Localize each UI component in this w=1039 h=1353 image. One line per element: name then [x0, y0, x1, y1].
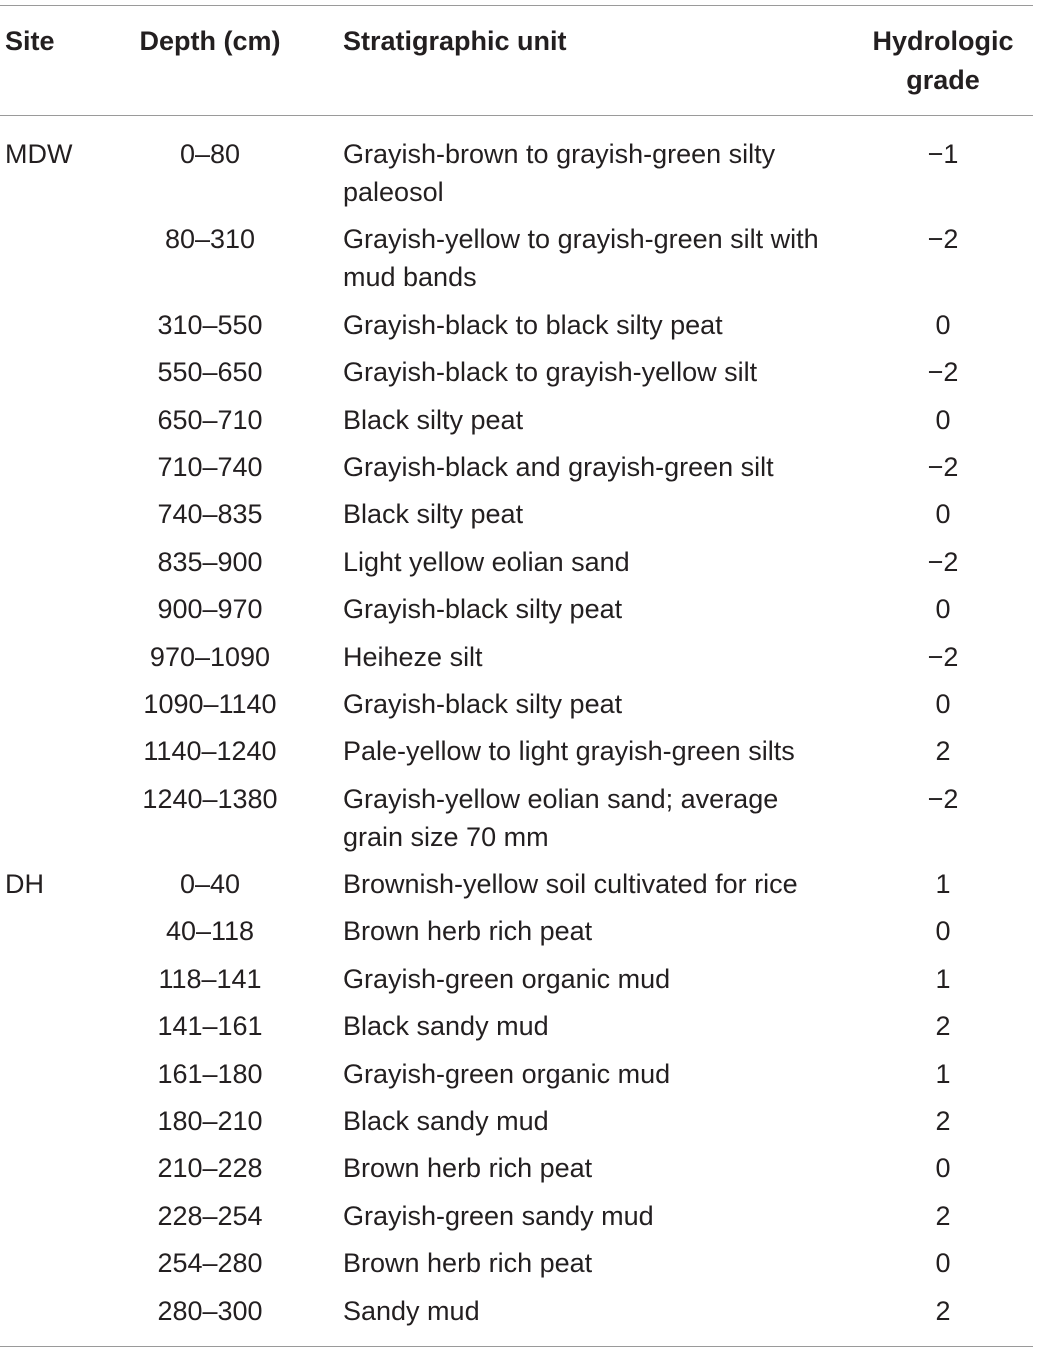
- depth-cell: 740–835: [157, 499, 263, 530]
- table-row: [0, 401, 1033, 448]
- depth-cell: 161–180: [157, 1058, 263, 1089]
- depth-cell: 1090–1140: [143, 688, 277, 719]
- site-cell: [0, 1007, 110, 1054]
- site-cell: MDW: [5, 139, 73, 169]
- stratigraphic-unit-cell: Black sandy mud: [343, 1011, 549, 1042]
- stratigraphic-unit-cell: Black silty peat: [343, 499, 524, 530]
- header-hydrologic-grade: [843, 6, 1033, 119]
- hydrologic-grade-cell: 0: [935, 688, 951, 719]
- hydrologic-grade-cell: −2: [927, 641, 959, 672]
- site-cell: [0, 543, 110, 590]
- stratigraphic-unit-cell: Grayish-black and grayish-green silt: [343, 451, 774, 482]
- depth-cell: 40–118: [165, 916, 255, 947]
- site-cell: [0, 1197, 110, 1244]
- site-cell: [0, 220, 110, 305]
- hydrologic-grade-cell: 2: [935, 1200, 951, 1231]
- hydrologic-grade-cell: −2: [927, 357, 959, 388]
- table-row: [0, 780, 1033, 865]
- table-row: [0, 1102, 1033, 1149]
- site-cell: [0, 685, 110, 732]
- stratigraphic-unit-cell: Grayish-yellow eolian sand; average grain size 70 mm: [343, 783, 779, 852]
- depth-cell: 118–141: [158, 963, 262, 994]
- depth-cell: 550–650: [157, 357, 263, 388]
- site-cell: [0, 1102, 110, 1149]
- depth-cell: 710–740: [157, 451, 263, 482]
- table-row: [0, 448, 1033, 495]
- hydrologic-grade-cell: 0: [935, 404, 951, 435]
- depth-cell: 228–254: [157, 1200, 263, 1231]
- hydrologic-grade-cell: 0: [935, 916, 951, 947]
- hydrologic-grade-cell: 2: [935, 736, 951, 767]
- site-cell: [0, 780, 110, 865]
- table-row: [0, 1197, 1033, 1244]
- hydrologic-grade-cell: 2: [935, 1295, 951, 1326]
- table-body: [0, 119, 1033, 1339]
- site-cell: [0, 1292, 110, 1339]
- header-grade-line1: Hydrologic: [872, 26, 1014, 56]
- site-cell: [0, 912, 110, 959]
- stratigraphic-unit-cell: Black silty peat: [343, 404, 524, 435]
- table-row: [0, 960, 1033, 1007]
- stratigraphy-table: [0, 6, 1033, 1339]
- depth-cell: 141–161: [157, 1011, 263, 1042]
- site-cell: DH: [5, 869, 44, 900]
- site-cell: [0, 1055, 110, 1102]
- depth-cell: 80–310: [164, 224, 256, 255]
- stratigraphic-unit-cell: Brownish-yellow soil cultivated for rice: [343, 869, 798, 900]
- depth-cell: 1140–1240: [143, 736, 277, 767]
- stratigraphic-unit-cell: Light yellow eolian sand: [343, 546, 630, 577]
- site-cell: [0, 590, 110, 637]
- depth-cell: 280–300: [157, 1295, 263, 1326]
- hydrologic-grade-cell: 1: [935, 1058, 951, 1089]
- hydrologic-grade-cell: −1: [927, 139, 959, 169]
- stratigraphic-unit-cell: Pale-yellow to light grayish-green silts: [343, 736, 795, 767]
- table-row: [0, 1055, 1033, 1102]
- site-cell: [0, 960, 110, 1007]
- table-row: [0, 912, 1033, 959]
- depth-cell: 835–900: [157, 546, 263, 577]
- table-row: [0, 1007, 1033, 1054]
- hydrologic-grade-cell: −2: [927, 546, 959, 577]
- stratigraphic-unit-cell: Grayish-black to black silty peat: [343, 309, 723, 340]
- bottom-rule: [0, 1346, 1033, 1347]
- stratigraphic-unit-cell: Sandy mud: [343, 1295, 480, 1326]
- table-row: [0, 865, 1033, 912]
- depth-cell: 900–970: [157, 594, 263, 625]
- stratigraphic-unit-cell: Grayish-black silty peat: [343, 688, 623, 719]
- site-cell: [0, 306, 110, 353]
- table-header: [0, 6, 1033, 119]
- depth-cell: 0–80: [179, 139, 241, 169]
- stratigraphic-unit-cell: Black sandy mud: [343, 1106, 549, 1137]
- site-cell: [0, 495, 110, 542]
- depth-cell: 310–550: [157, 309, 263, 340]
- table-row: [0, 685, 1033, 732]
- site-cell: [0, 353, 110, 400]
- header-depth: Depth (cm): [139, 26, 281, 56]
- table-row: [0, 119, 1033, 220]
- hydrologic-grade-cell: 1: [935, 963, 951, 994]
- table-row: [0, 353, 1033, 400]
- header-stratigraphic-unit: Stratigraphic unit: [343, 26, 567, 56]
- header-row: [0, 6, 1033, 119]
- table-row: [0, 306, 1033, 353]
- table-row: [0, 638, 1033, 685]
- site-cell: [0, 448, 110, 495]
- stratigraphic-unit-cell: Grayish-black silty peat: [343, 594, 623, 625]
- table-row: [0, 1244, 1033, 1291]
- hydrologic-grade-cell: −2: [927, 451, 959, 482]
- hydrologic-grade-cell: 0: [935, 1153, 951, 1184]
- table-row: [0, 1292, 1033, 1339]
- table-row: [0, 220, 1033, 305]
- hydrologic-grade-cell: 0: [935, 499, 951, 530]
- hydrologic-grade-cell: 0: [935, 594, 951, 625]
- site-cell: [0, 1149, 110, 1196]
- hydrologic-grade-cell: 1: [935, 869, 951, 900]
- table-row: [0, 543, 1033, 590]
- depth-cell: 970–1090: [149, 641, 271, 672]
- stratigraphic-unit-cell: Grayish-green organic mud: [343, 963, 671, 994]
- depth-cell: 0–40: [179, 869, 241, 900]
- depth-cell: 210–228: [157, 1153, 263, 1184]
- stratigraphic-unit-cell: Grayish-black to grayish-yellow silt: [343, 357, 758, 388]
- depth-cell: 254–280: [157, 1248, 263, 1279]
- stratigraphic-unit-cell: Brown herb rich peat: [343, 916, 593, 947]
- stratigraphic-unit-cell: Brown herb rich peat: [343, 1248, 593, 1279]
- hydrologic-grade-cell: −2: [927, 224, 959, 255]
- hydrologic-grade-cell: 2: [935, 1106, 951, 1137]
- hydrologic-grade-cell: 2: [935, 1011, 951, 1042]
- depth-cell: 180–210: [157, 1106, 263, 1137]
- site-cell: [0, 732, 110, 779]
- header-grade-line2: grade: [906, 65, 980, 95]
- stratigraphic-unit-cell: Brown herb rich peat: [343, 1153, 593, 1184]
- depth-cell: 1240–1380: [142, 783, 278, 814]
- hydrologic-grade-cell: 0: [935, 309, 951, 340]
- site-cell: [0, 1244, 110, 1291]
- table-row: [0, 590, 1033, 637]
- depth-cell: 650–710: [157, 404, 263, 435]
- table-row: [0, 495, 1033, 542]
- stratigraphic-unit-cell: Heiheze silt: [343, 641, 483, 672]
- stratigraphic-unit-cell: Grayish-green organic mud: [343, 1058, 671, 1089]
- table-row: [0, 1149, 1033, 1196]
- header-site: Site: [5, 26, 55, 56]
- site-cell: [0, 638, 110, 685]
- site-cell: [0, 401, 110, 448]
- stratigraphic-unit-cell: Grayish-green sandy mud: [343, 1200, 654, 1231]
- hydrologic-grade-cell: 0: [935, 1248, 951, 1279]
- table-row: [0, 732, 1033, 779]
- stratigraphic-unit-cell: Grayish-brown to grayish-green silty paleosol: [343, 139, 776, 207]
- hydrologic-grade-cell: −2: [927, 783, 959, 814]
- stratigraphic-unit-cell: Grayish-yellow to grayish-green silt with mud bands: [343, 224, 819, 293]
